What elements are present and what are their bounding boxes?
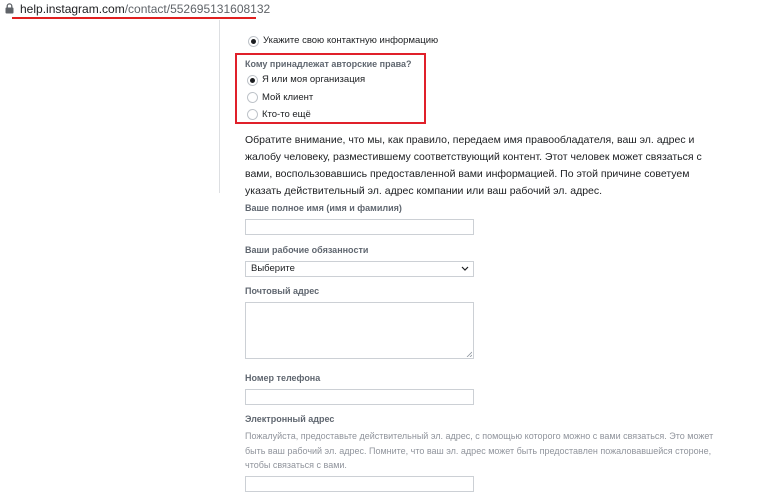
email-label: Электронный адрес	[245, 414, 335, 424]
job-label: Ваши рабочие обязанности	[245, 245, 369, 255]
privacy-notice: Обратите внимание, что мы, как правило, передаем имя правообладателя, ваш эл. адрес и жалобу человеку, разместившему соответствующий контент. Этот человек может связаться с вами, воспользовавшись предоставленной вами информацией. По этой причине советуем указать действительный эл. адрес компании или ваш рабочий эл. адрес.	[245, 134, 702, 197]
full-name-input[interactable]	[245, 219, 474, 235]
rights-option-label-client: Мой клиент	[262, 92, 314, 103]
rights-option-label-self: Я или моя организация	[262, 74, 366, 85]
lock-icon	[5, 3, 14, 14]
rights-option-radio-other[interactable]	[247, 109, 258, 120]
phone-input[interactable]	[245, 389, 474, 405]
email-input[interactable]	[245, 476, 474, 492]
rights-option-radio-self[interactable]	[247, 75, 258, 86]
content-divider	[219, 20, 220, 193]
rights-option-radio-client[interactable]	[247, 92, 258, 103]
rights-owner-question: Кому принадлежат авторские права?	[245, 59, 412, 69]
postal-address-textarea[interactable]	[245, 302, 474, 359]
rights-option-label-other: Кто-то ещё	[262, 109, 311, 120]
url-domain: help.instagram.com	[20, 2, 125, 16]
url-annotation-underline	[12, 17, 256, 19]
email-help-text: Пожалуйста, предоставьте действительный эл. адрес, с помощью которого можно с вами связаться. Это может быть ваш рабочий эл. адрес. Помните, что ваш эл. адрес может быть предоставлен пожаловавшейся стороне, чтобы связаться с вами.	[245, 431, 714, 470]
url-path: /contact/552695131608132	[124, 2, 271, 16]
browser-address-bar[interactable]	[0, 0, 766, 18]
job-select-value: Выберите	[251, 263, 295, 274]
full-name-label: Ваше полное имя (имя и фамилия)	[245, 203, 402, 213]
job-select[interactable]	[245, 261, 474, 277]
resize-grip-icon[interactable]	[466, 351, 472, 357]
chevron-down-icon	[461, 266, 469, 272]
phone-label: Номер телефона	[245, 373, 321, 383]
url-text[interactable]	[20, 1, 270, 17]
contact-info-radio[interactable]	[248, 36, 259, 47]
contact-info-radio-label: Укажите свою контактную информацию	[263, 35, 439, 46]
postal-address-label: Почтовый адрес	[245, 286, 320, 296]
